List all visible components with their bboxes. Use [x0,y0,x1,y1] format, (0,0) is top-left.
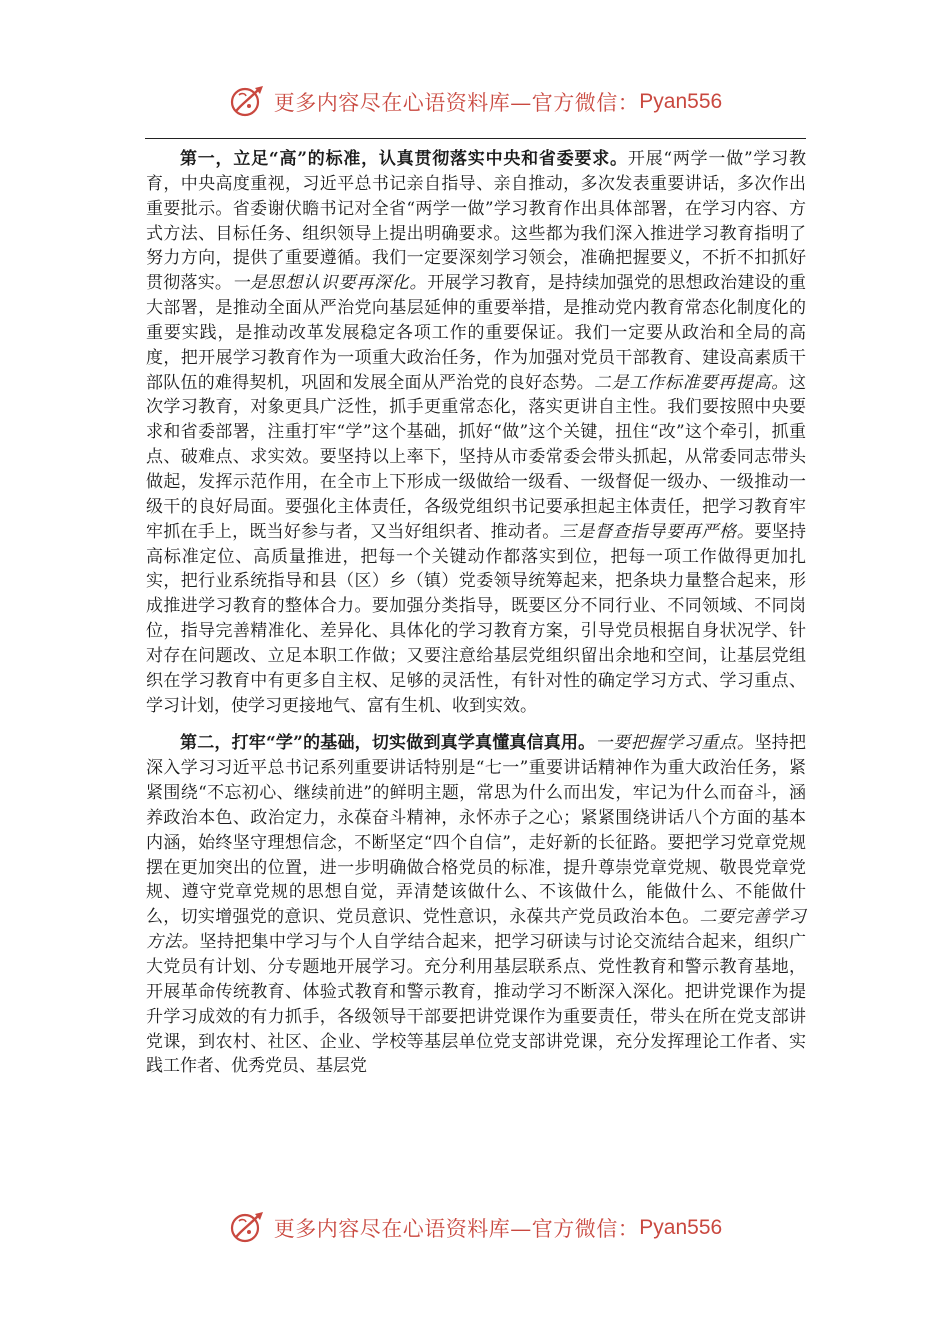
paragraph-1-text-c: 这次学习教育，对象更具广泛性，抓手更重常态化，落实更讲自主性。我们要按照中央要求和省委部署，注重打牢“学”这个基础，抓好“做”这个关键，扭住“改”这个牵引，抓重点、破难点、求实效。要坚持以上率下，坚持从市委常委会带头抓起，从常委同志带头做起，发挥示范作用，在全市上下形成一级做给一级看、一级督促一级办、一级推动一级干的良好局面。要强化主体责任，各级党组织书记要承担起主体责任，把学习教育牢牢抓在手上，既当好参与者，又当好组织者、推动者。 [146,372,807,542]
watermark-text: 更多内容尽在心语资料库—官方微信： [273,91,640,115]
watermark-banner-top [0,80,950,124]
watermark-wechat-id: Pyan556 [639,90,723,113]
paragraph-2-text-b: 坚持把集中学习与个人自学结合起来，把学习研读与讨论交流结合起来，组织广大党员有计划、分专题地开展学习。充分利用基层联系点、党性教育和警示教育基地，开展革命传统教育、体验式教育和警示教育，推动学习不断深入深化。把讲党课作为提升学习成效的有力抓手，各级领导干部要把讲党课作为重要责任，带头在所在党支部讲党课，到农村、社区、企业、学校等基层单位党支部讲党课，充分发挥理论工作者、实践工作者、优秀党员、基层党 [146,932,807,1077]
paragraph-1-text-b: 开展学习教育，是持续加强党的思想政治建设的重大部署，是推动全面从严治党向基层延伸的重要举措，是推动党内教育常态化制度化的重要实践，是推动改革发展稳定各项工作的重要保证。我们一定要从政治和全局的高度，把开展学习教育作为一项重大政治任务，作为加强对党员干部教育、建设高素质干部队伍的难得契机，巩固和发展全面从严治党的良好态势。 [146,273,807,393]
paragraph-2 [146,731,806,1079]
paragraph-2-lead: 第二，打牢“学”的基础，切实做到真学真懂真信真用。 [180,733,596,754]
paragraph-2-text-a: 坚持把深入学习习近平总书记系列重要讲话特别是“七一”重要讲话精神作为重大政治任务，紧紧围绕“不忘初心、继续前进”的鲜明主题，常思为什么而出发，牢记为什么而奋斗，涵养政治本色、政治定力，永葆奋斗精神，永怀赤子之心；紧紧围绕讲话八个方面的基本内涵，始终坚守理想信念，不断坚定“四个自信”，走好新的长征路。要把学习党章党规摆在更加突出的位置，进一步明确做合格党员的标准，提升尊崇党章党规、敬畏党章党规、遵守党章党规的思想自觉，弄清楚该做什么、不该做什么，能做什么、不能做什么，切实增强党的意识、党员意识、党性意识，永葆共产党员政治本色。 [146,733,806,928]
watermark-banner-bottom [0,1206,950,1250]
document-body [146,147,806,1079]
paragraph-2-point-1: 一要把握学习重点。 [595,733,755,754]
watermark-text: 更多内容尽在心语资料库—官方微信： [273,1217,640,1241]
paragraph-1-lead: 第一，立足“高”的标准，认真贯彻落实中央和省委要求。 [180,149,628,169]
paragraph-1-point-3: 三是督查指导要再严格。 [559,521,755,542]
paragraph-1-text-a: 开展“两学一做”学习教育，中央高度重视，习近平总书记亲自指导、亲自推动，多次发表重要讲话，多次作出重要批示。省委谢伏瞻书记对全省“两学一做”学习教育作出具体部署，在学习内容、方式方法、目标任务、组织领导上提出明确要求。这些都为我们深入推进学习教育指明了努力方向，提供了重要遵循。我们一定要深刻学习领会，准确把握要义，不折不扣抓好贯彻落实。 [146,149,806,294]
pen-nib-seal-icon [228,1208,268,1248]
paragraph-1 [146,147,806,718]
watermark-wechat-id: Pyan556 [639,1216,723,1239]
paragraph-1-point-1: 一是思想认识要再深化。 [232,273,428,294]
header-rule [145,138,806,139]
paragraph-1-point-2: 二是工作标准要再提高。 [593,372,790,393]
paragraph-2-point-2: 二要完善学习方法。 [146,907,807,953]
paragraph-1-text-d: 要坚持高标准定位、高质量推进，把每一个关键动作都落实到位，把每一项工作做得更加扎实，把行业系统指导和县（区）乡（镇）党委领导统筹起来，把条块力量整合起来，形成推进学习教育的整体合力。要加强分类指导，既要区分不同行业、不同领域、不同岗位，指导完善精准化、差异化、具体化的学习教育方案，引导党员根据自身状况学、针对存在问题改、立足本职工作做；又要注意给基层党组织留出余地和空间，让基层党组织在学习教育中有更多自主权、足够的灵活性，有针对性的确定学习方式、学习重点、学习计划，使学习更接地气、富有生机、收到实效。 [146,521,807,716]
pen-nib-seal-icon [228,82,268,122]
